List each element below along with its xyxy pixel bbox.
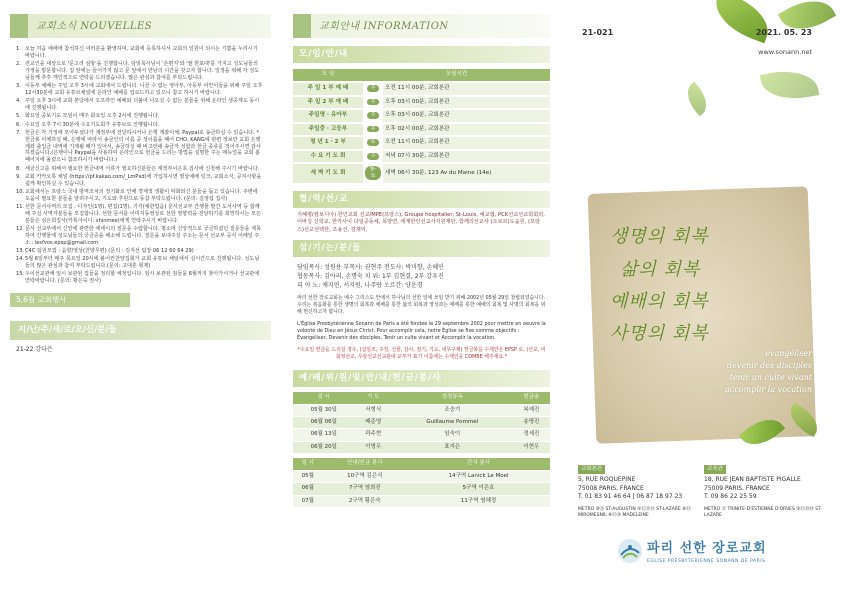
table-cell: 2구역 황은숙: [323, 496, 408, 507]
notice-number: 4.: [16, 98, 21, 105]
notice-number: 9.: [16, 173, 21, 180]
notice-item: [16, 46, 263, 60]
notice-number: 5.: [16, 113, 21, 120]
notice-text: 교회에서는 프랑스 국내 방역조치의 정기화로 인해 경제적 생활이 악화되신 분들을 돕고 있습니다. 주변에 도움이 필요한 분들을 알려주시고, 기도와 후원으로 동참 부탁드립니다. (문의: 김영섭 집사): [25, 188, 258, 202]
address-main: [578, 465, 708, 519]
notice-number: 7.: [16, 129, 21, 136]
meeting-time: 오후 03시 00분, 교회본관: [383, 97, 550, 109]
meeting-name: 주일영 · 유아부: [293, 110, 363, 122]
newcomers-header: [10, 321, 271, 340]
roster2-head: 일 시: [293, 458, 323, 469]
notice-text: 전교인을 대상으로 '문고리 심방'을 진행합니다. 담임목사님이 '손편지'와 '쌀 한포대'를 가지고 성도님들의 가정을 방문합니다. 집 앞에는 들어가지 않고 문 앞에서 만남의 시간을 갖고자 합니다. 일정을 위해 각 성도님들께 추후 개인적으로 연락을 드리겠습니다. 많은 관심과 참여를 부탁드립니다.: [25, 61, 260, 81]
roster2-row: [293, 496, 550, 507]
roster2-row: [293, 471, 550, 482]
roster-row: [293, 429, 550, 440]
news-header: [10, 14, 271, 38]
table-cell: 표지은: [392, 442, 513, 453]
notice-text: 문서 선교부에서 신앙에 관련한 에세이의 질문을 수렴합니다. 평소에 신앙적으로 궁금하셨던 질문들을 제목하여 간행물에 성도님들의 궁금증을 해소해 드립니다. 질문을 보내주실 주소는 문서 선교부 공식 이메일 주소 : lesfvos.epsp@gmail.com: [25, 226, 261, 246]
table-cell: 임숙이: [392, 429, 513, 440]
notice-text: 세금신고를 위해서 필요한 헌금내역 서류가 필요하신분들은 재정부이은호 집사에 신청해 주시기 바랍니다.: [25, 165, 260, 172]
table-cell: 06월 20일: [293, 442, 355, 453]
meeting-day: [363, 164, 383, 182]
slogan-line: 생명의 회복: [610, 226, 709, 247]
panel-cover: [562, 0, 842, 595]
schedule-table: [293, 67, 550, 184]
worship-roster-table: [293, 391, 550, 454]
table-cell: 05월: [293, 471, 323, 482]
servers-title: 섬/기/는/분/들: [293, 240, 550, 257]
table-cell: 7구역 염희진: [323, 483, 408, 494]
table-cell: 송명진: [513, 417, 550, 428]
notice-number: 2.: [16, 61, 21, 68]
day-badge: 주: [367, 126, 380, 133]
notice-text: 수요일 오후 7시 30분에 수요기도회가 유튜브로 진행됩니다.: [25, 121, 160, 128]
issue-date: 2021. 05. 23: [755, 28, 812, 37]
notice-number: 14.: [16, 256, 25, 263]
notice-text: 주일 오후 3시에 교회 본당에서 오프라인 예배와 더불어 나오실 수 없는 분들을 위해 온라인 생중계도 동시에 진행됩니다.: [25, 98, 260, 111]
notice-item: [16, 204, 263, 224]
notice-number: 15.: [16, 271, 25, 278]
table-cell: 서형식: [355, 405, 392, 416]
notice-number: 11.: [16, 204, 25, 211]
table-cell: 07월: [293, 496, 323, 507]
panel-info: [281, 0, 562, 595]
mission-text: 지혜평(캄보디아) 한인교회 선교/MPE(프랑스), Groupe hospitalier, St-Louis, 예교협, PCK선교선교희회외, 이바칭 신학교, 한카사이 다일공동체, 목양연, 세계한인선교사지원재단, 함께의선교사 (오로르)도움원, (프랑스)선교선택한, 조용선, 김재익,: [297, 212, 545, 233]
roster-head: 일 시: [293, 392, 355, 403]
table-cell: 곽주현: [355, 429, 392, 440]
servers-line: 담임목사: 성원용 부목사: 권현주 전도사: 박미향, 손혜인: [297, 264, 444, 272]
roster2-head: 간식 봉사: [407, 458, 550, 469]
roster-head: 성경봉독: [392, 392, 513, 403]
meeting-name: 주 일 2 부 예 배: [293, 97, 363, 109]
meeting-time: 오후 02시 00분, 교회본관: [383, 124, 550, 136]
table-cell: 복예진: [513, 405, 550, 416]
day-badge: 주: [367, 99, 380, 106]
meeting-time: 오후 03시 00분, 교회본관: [383, 110, 550, 122]
notice-item: [16, 271, 263, 285]
news-header-title: 교회소식 NOUVELLES: [36, 21, 153, 32]
schedule-row: [293, 164, 550, 182]
meeting-day: [363, 110, 383, 122]
church-name: 파리 선한 장로교회: [647, 541, 767, 556]
table-cell: 06월: [293, 483, 323, 494]
schedule-head-meeting: 모 임: [293, 69, 363, 81]
address-education-label: 교육관: [704, 465, 726, 474]
meeting-day: [363, 151, 383, 163]
slogan-line: 사명의 회복: [610, 323, 709, 344]
notice-text: 우이선교관에 임시 보관된 집들을 정리할 예정입니다. 임시 보관된 짐들을 6월까지 찾아가시거나 선교관에 연락바랍니다. (문의: 황은숙 권사): [25, 271, 260, 285]
address-line: 5, RUE ROQUEPINE: [578, 476, 636, 484]
roster-head: 기 도: [355, 392, 392, 403]
notice-item: [16, 248, 263, 255]
schedule-row: [293, 124, 550, 136]
roster2-row: [293, 483, 550, 494]
info-header: [293, 14, 550, 38]
phone-line: T. 01 83 91 46 64 | 06 87 18 97 23: [578, 492, 683, 500]
day-badge: 월-토: [365, 166, 381, 180]
table-cell: 10구역 김은식: [323, 471, 408, 482]
notice-text: 선한 문서사역의 모집 : 디자인(1명), 편집(1명), 기자(예한업음) 문서선교부 간행물 발간 도서사역 등 함께해 주실 사역자분들을 모집합니다. 선한 문서를 이미지동영상로 선한 영향력을 전달하기를 희망하시는 모든 분들은 심은희집사(카톡아이디: shinmee)에게 연락주시기 바랍니다.: [25, 204, 261, 224]
issue-number: 21-021: [582, 28, 614, 37]
roster-row: [293, 442, 550, 453]
notice-text: 이동부 예배는 주일 오후 3시에 교회에서 드립니다. 니골 수 없는 영아부, 아동부 어린이들을 위해 주일 오후 12시30분에 교회 유튜브채널에 온라인 예배를 업로드하고 있으니 참고 하시기 바랍니다.: [25, 83, 263, 96]
newcomers-list: 21-22 강다은: [16, 346, 53, 354]
schedule-row: [293, 137, 550, 149]
gathering-title: 모/임/안/내: [293, 46, 550, 63]
meeting-time: 저녁 07시 30분, 교회본관: [383, 151, 550, 163]
website: www.sonann.net: [758, 48, 812, 56]
notice-item: [16, 256, 263, 270]
french-slogan: tenir un culte vivant: [729, 373, 812, 382]
day-badge: 토: [367, 139, 380, 146]
meeting-name: 청 년 1 · 2 부: [293, 137, 363, 149]
vision-korean: 파리 선한 장로교회는 예수 그리스도 안에서 하나님의 선한 일에 쓰임 받기 위해 2002년 05월 29일 창립되었습니다. 우리는 복음화를 통한 생명의 회복과 예배를 통한 삶의 회복과 영성과는 예배를 통한 예배의 회복 및 사명의 회복을 위해 헌신하고자 합니다.: [297, 295, 546, 315]
notice-number: 8.: [16, 165, 21, 172]
notice-item: [16, 61, 263, 81]
leaf-decoration: [680, 82, 713, 117]
vision-french: L'Église Presbytérienne Sonann de Paris a été fondée le 29 septembre 2002 pour mettre en oeuvre la volonté de Dieu en Jésus Christ. Pour accomplir cela, notre Église se fixe comme objectifs : Évangéliser, Devenir des disciples, Tenir un culte vivant et Accomplir la vocation.: [297, 321, 546, 341]
notice-number: 6.: [16, 121, 21, 128]
notice-text: 헌금은 각 가정에 모아두셨다가 재정부에 전달하시거나 은행 계좌이체, Paypal로 송금하실 수 있습니다. *헌금봉 이체하실 때, 은행에 따라서 송금인의 이름 중 성이름을 때어 CHO, KANG에 관련 정보만 교회 은행계좌 출입금 내역에 기재될 때가 있어서, 송금하실 때 비고란에 송금자 성함과 헌금 종류를 적어주시면 감사하겠습니다.(은행이나 Paypal을 사용하여 온라인으로 헌금을 드리는 방법을 설명한 주는 매뉴얼을 교회 홈페이지에 올렸으니 참조하시기 바랍니다.): [25, 129, 261, 164]
roster2-head: 안내/헌금 봉사: [323, 458, 408, 469]
meeting-day: [363, 137, 383, 149]
mission-title: 협/력/선/교: [293, 191, 550, 208]
notice-number: 12.: [16, 226, 25, 232]
schedule-row: [293, 110, 550, 122]
address-education: [704, 465, 834, 519]
notice-number: 3.: [16, 83, 21, 90]
schedule-row: [293, 151, 550, 163]
meeting-time: 오전 11시 00분, 교회본관: [383, 83, 550, 95]
table-cell: 배준영: [355, 417, 392, 428]
meeting-day: [363, 97, 383, 109]
service-roster-table: [293, 457, 550, 508]
slogan-line: 삶의 회복: [620, 259, 701, 280]
notice-item: [16, 189, 263, 203]
day-badge: 주: [367, 85, 380, 92]
table-cell: 이명우: [355, 442, 392, 453]
day-badge: 주: [367, 112, 380, 119]
table-cell: 정세진: [513, 429, 550, 440]
schedule-head-time: 모임시간: [363, 69, 550, 81]
table-cell: 14구역 Lanick Le Moel: [407, 471, 550, 482]
french-slogan: évangéliser: [765, 349, 812, 358]
notice-number: 1.: [16, 46, 21, 52]
french-slogan: devenir des disciples: [726, 361, 812, 370]
roster-row: [293, 417, 550, 428]
table-cell: 이현우: [513, 442, 550, 453]
schedule-row: [293, 97, 550, 109]
meeting-time: 새벽 06시 30분, 123 Av du Maine (14e): [383, 164, 550, 182]
meeting-name: 새 벽 기 도 회: [293, 164, 363, 182]
meeting-name: 수 요 기 도 회: [293, 151, 363, 163]
table-cell: 05월 30일: [293, 405, 355, 416]
address-line: 75009 PARIS, FRANCE: [704, 484, 770, 492]
panel-news: [0, 0, 281, 595]
metro-info: METRO ⑫ TRINITE-D'ESTIENNE D'ORVES ③⑫⑬⑭ ST-LAZARE: [704, 506, 823, 518]
notice-item: [16, 113, 263, 120]
table-cell: 5구역 이은호: [407, 483, 550, 494]
day-badge: 수: [367, 153, 380, 160]
phone-line: T. 09 86 22 25 59: [704, 492, 757, 500]
notice-list: [10, 46, 271, 285]
offering-note: *수요일 헌금을 드리실 경우, (십일조, 주정, 선물, 감사, 절기, 기도, 네무구제) 헌금봉을 수제안은 EPSP 로, (선교, 미회정선교, 우랑선교선교관대 교부가 표기 이름에는 수제인을 COMBE 해주세요.*: [297, 347, 546, 361]
notice-text: 오늘 처음 예배에 참석하신 여러분을 환영하며, 교회에 등록하셔서 교회의 일원이 되시는 기쁨을 누리시기 바랍니다.: [25, 46, 258, 59]
notice-item: [16, 226, 263, 246]
servers-list: [293, 261, 550, 292]
leaf-decoration: [760, 65, 819, 104]
table-cell: Guillaume Pommel: [392, 417, 513, 428]
roster-head: 헌금송: [513, 392, 550, 403]
french-slogan: accomplir la vocation: [725, 385, 812, 394]
servers-line: 협동목사: 김아리, 손명숙 치 위: 1부 김현결, 2부 강우진: [297, 273, 444, 281]
meeting-name: 주일중 · 고등부: [293, 124, 363, 136]
roster-row: [293, 405, 550, 416]
notice-text: 교회 카카오톡 채널 (https://pf.kakao.com/_LmPxd)에 가입하시면 영상예배 링크, 교회소식, 공지사항을 쉽게 확인하실 수 있습니다.: [25, 173, 262, 187]
notice-item: [16, 122, 263, 129]
meeting-time: 오전 11시 00분, 교회본관: [383, 137, 550, 149]
church-logo-icon: [617, 538, 643, 564]
notice-item: [16, 130, 263, 164]
slogan-line: 예배의 회복: [610, 291, 709, 312]
notice-item: [16, 83, 263, 97]
french-slogans: [725, 348, 812, 396]
notice-text: 화요일 중보기도 모임이 매주 화요일 오후 2시에 진행됩니다.: [25, 113, 160, 120]
notice-item: [16, 98, 263, 112]
meeting-day: [363, 124, 383, 136]
table-cell: 조숭기: [392, 405, 513, 416]
notice-number: 10.: [16, 188, 25, 195]
notice-text: C4C 팀원모집 : 음향/영상(찬양무편) (문의 : 김지선 팀장 06 12 60 64 29): [25, 247, 194, 254]
address-main-label: 교회본관: [578, 465, 605, 474]
table-cell: 06월 06일: [293, 417, 355, 428]
table-cell: 06월 13일: [293, 429, 355, 440]
roster-title: 예/배/위/원/및/안/내/헌/금/봉/사: [293, 370, 550, 387]
address-line: 18, RUE JEAN BAPTISTE PIGALLE: [704, 476, 801, 484]
notice-number: 13.: [16, 247, 25, 254]
newcomers-title: 지/난/주/새/로/오/신/분/들: [18, 324, 117, 335]
schedule-row: [293, 83, 550, 95]
table-cell: 11구역 염혜정: [407, 496, 550, 507]
servers-line: 피 아 노: 채지연, 서지원, 나주랑 오르간: 양운경: [297, 282, 423, 290]
metro-info: METRO ⑨⑬ ST-AUGUSTIN ③⑫⑬⑭ ST-LAZARE ⑨⑬ MIROMESNIL ⑧⑫⑭ MADELEINE: [578, 506, 691, 518]
meeting-day: [363, 83, 383, 95]
notice-item: [16, 166, 263, 173]
info-header-title: 교회안내 INFORMATION: [319, 21, 449, 32]
church-name-french: EGLISE PRESBYTERIENNE SONANN DE PARIS: [647, 559, 766, 564]
address-line: 75008 PARIS, FRANCE: [578, 484, 644, 492]
meeting-name: 주 일 1 부 예 배: [293, 83, 363, 95]
event-title: 5,6월 교회행사: [10, 293, 130, 307]
notice-text: 5월 6일부터 매주 목요일 20시에 볼어컨찬양집회가 교회 유튜브 채널에서 실시간으로 진행됩니다. 성도님들의 많은 관심과 참여 부탁드립니다.(문의: 고대훈 형제): [25, 256, 260, 270]
notice-item: [16, 174, 263, 188]
